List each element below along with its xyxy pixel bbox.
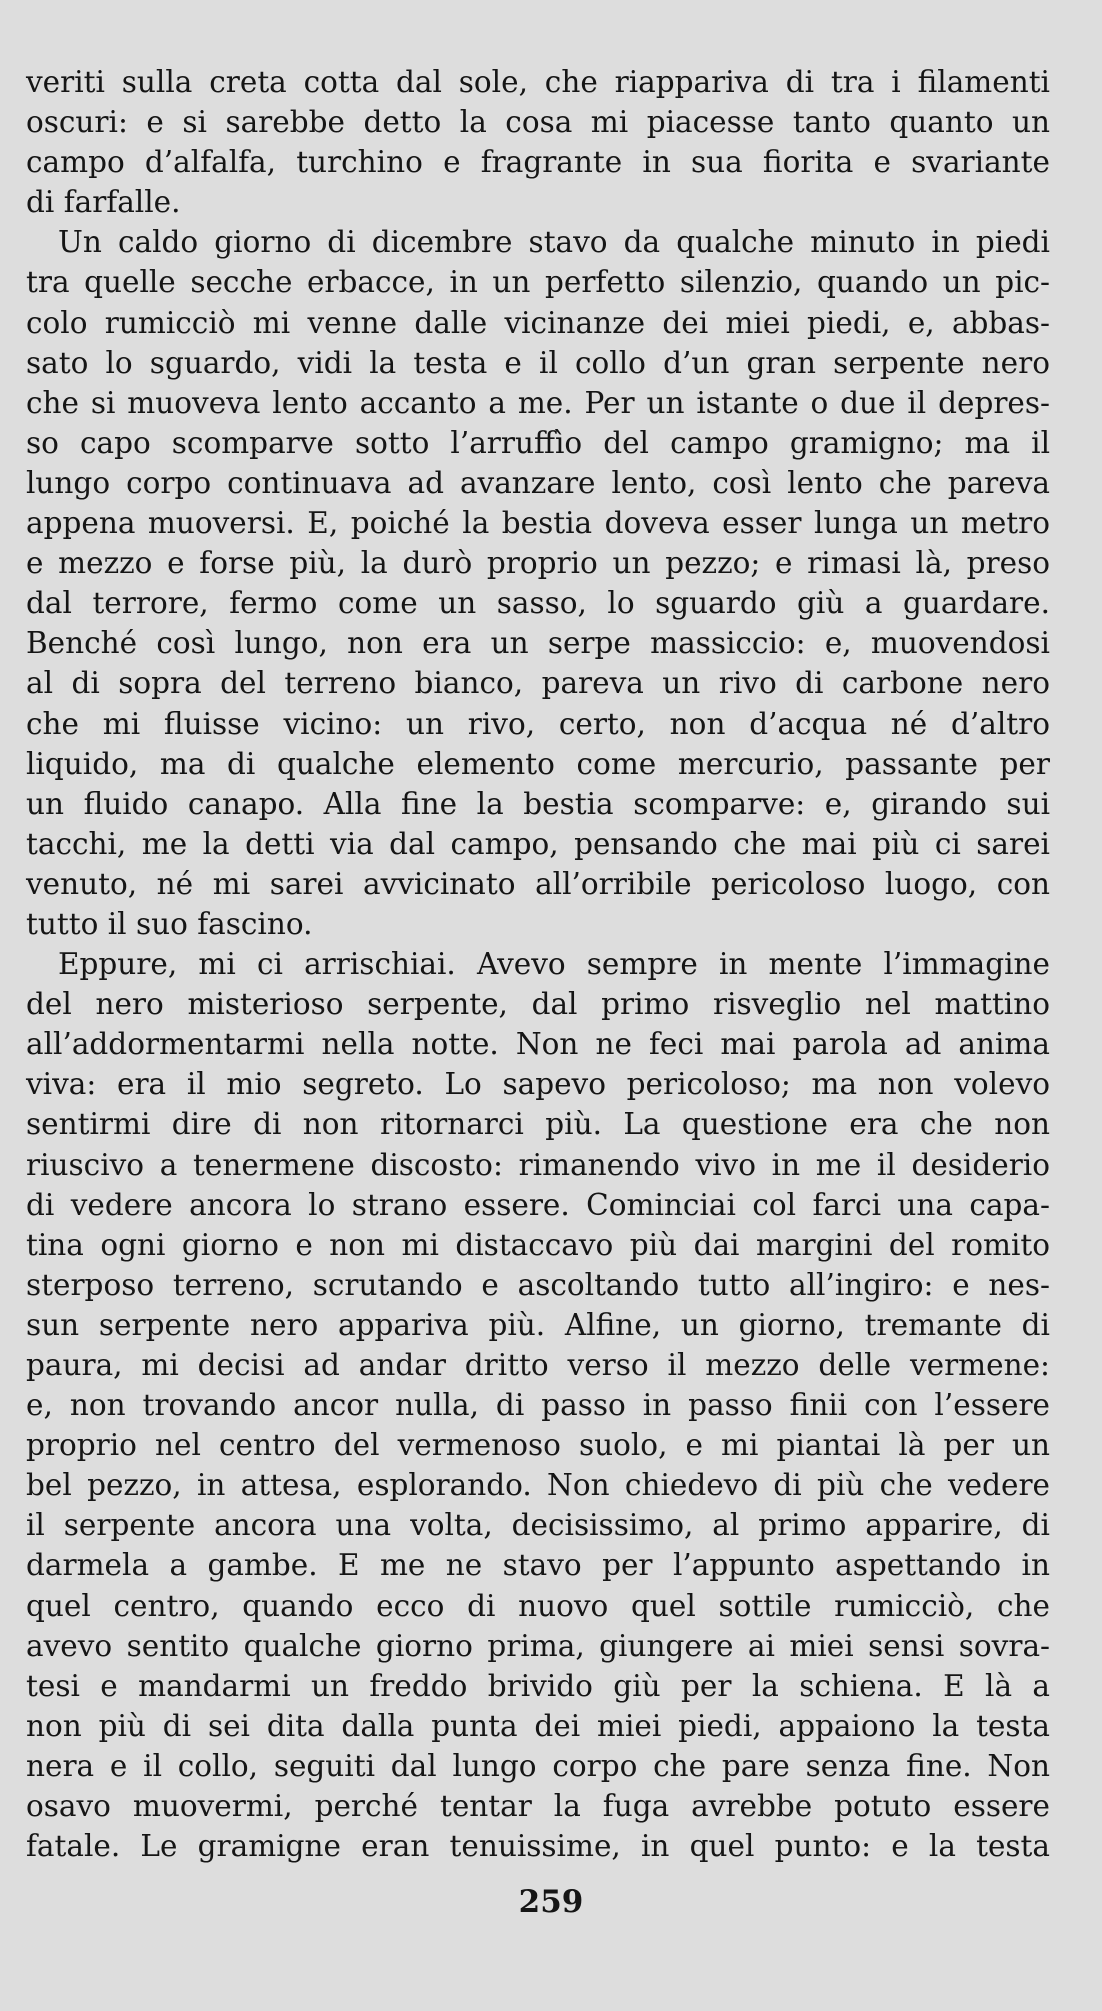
text-line: tacchi, me la detti via dal campo, pensando che mai più ci sarei [26,826,1050,861]
text-body [26,62,1050,1866]
text-line: oscuri: e si sarebbe detto la cosa mi piacesse tanto quanto un [26,105,1050,140]
text-line: paura, mi decisi ad andar dritto verso il mezzo delle vermene: [26,1348,1050,1382]
text-line: fatale. Le gramigne eran tenuissime, in quel punto: e la testa [26,1829,1050,1864]
page-number: 259 [518,1884,584,1920]
text-line: non più di sei dita dalla punta dei miei piedi, appaiono la testa [26,1708,1050,1743]
text-line: lungo corpo continuava ad avanzare lento, così lento che pareva [26,465,1050,500]
text-line: sato lo sguardo, vidi la testa e il collo d’un gran serpente nero [26,345,1050,380]
text-line: osavo muovermi, perché tentar la fuga avrebbe potuto essere [26,1789,1050,1824]
text-line: tesi e mandarmi un freddo brivido giù per la schiena. E là a [26,1668,1050,1703]
text-line: tina ogni giorno e non mi distaccavo più dai margini del romito [26,1227,1050,1262]
text-line: all’addormentarmi nella notte. Non ne feci mai parola ad anima [26,1027,1050,1062]
text-line: quel centro, quando ecco di nuovo quel sottile rumicciò, che [26,1588,1050,1623]
text-line: dal terrore, fermo come un sasso, lo sguardo giù a guardare. [26,586,1050,621]
text-line: Un caldo giorno di dicembre stavo da qualche minuto in piedi [58,225,1050,260]
text-line: viva: era il mio segreto. Lo sapevo pericoloso; ma non volevo [26,1067,1050,1102]
text-line: un fluido canapo. Alla fine la bestia scomparve: e, girando sui [26,786,1050,821]
text-line: so capo scomparve sotto l’arruffìo del campo gramigno; ma il [26,425,1050,460]
text-line: colo rumicciò mi venne dalle vicinanze dei miei piedi, e, abbas- [26,305,1050,340]
text-line: che si muoveva lento accanto a me. Per un istante o due il depres- [26,385,1050,420]
text-line: Eppure, mi ci arrischiai. Avevo sempre in mente l’immagine [58,947,1050,982]
text-line: che mi fluisse vicino: un rivo, certo, non d’acqua né d’altro [26,706,1050,741]
text-line: del nero misterioso serpente, dal primo risveglio nel mattino [26,987,1050,1022]
text-line: e, non trovando ancor nulla, di passo in passo finii con l’essere [26,1388,1050,1423]
text-line: veriti sulla creta cotta dal sole, che riappariva di tra i filamenti [26,65,1050,99]
text-line: tutto il suo fascino. [26,906,313,941]
text-line: avevo sentito qualche giorno prima, giungere ai miei sensi sovra- [26,1628,1050,1663]
text-line: proprio nel centro del vermenoso suolo, e mi piantai là per un [26,1428,1050,1463]
text-line: di farfalle. [26,185,181,220]
text-line: tra quelle secche erbacce, in un perfetto silenzio, quando un pic- [26,265,1050,300]
text-line: il serpente ancora una volta, decisissimo, al primo apparire, di [26,1508,1050,1543]
text-line: liquido, ma di qualche elemento come mercurio, passante per [26,746,1050,781]
text-line: al di sopra del terreno bianco, pareva un rivo di carbone nero [26,666,1050,701]
text-line: sterposo terreno, scrutando e ascoltando tutto all’ingiro: e nes- [26,1267,1050,1302]
text-line: sentirmi dire di non ritornarci più. La questione era che non [26,1107,1050,1142]
text-line: appena muoversi. E, poiché la bestia doveva esser lunga un metro [26,506,1050,541]
text-line: sun serpente nero appariva più. Alfine, un giorno, tremante di [26,1307,1050,1342]
text-line: di vedere ancora lo strano essere. Cominciai col farci una capa- [26,1187,1050,1222]
text-line: campo d’alfalfa, turchino e fragrante in sua fiorita e svariante [26,145,1050,180]
text-line: darmela a gambe. E me ne stavo per l’appunto aspettando in [26,1548,1050,1583]
text-line: riuscivo a tenermene discosto: rimanendo vivo in me il desiderio [26,1147,1050,1182]
text-line: venuto, né mi sarei avvicinato all’orribile pericoloso luogo, con [26,866,1050,901]
text-line: nera e il collo, seguiti dal lungo corpo che pare senza fine. Non [26,1748,1050,1783]
text-line: e mezzo e forse più, la durò proprio un pezzo; e rimasi là, preso [26,546,1050,581]
text-line: bel pezzo, in attesa, esplorando. Non chiedevo di più che vedere [26,1468,1050,1503]
text-line: Benché così lungo, non era un serpe massiccio: e, muovendosi [26,626,1050,661]
